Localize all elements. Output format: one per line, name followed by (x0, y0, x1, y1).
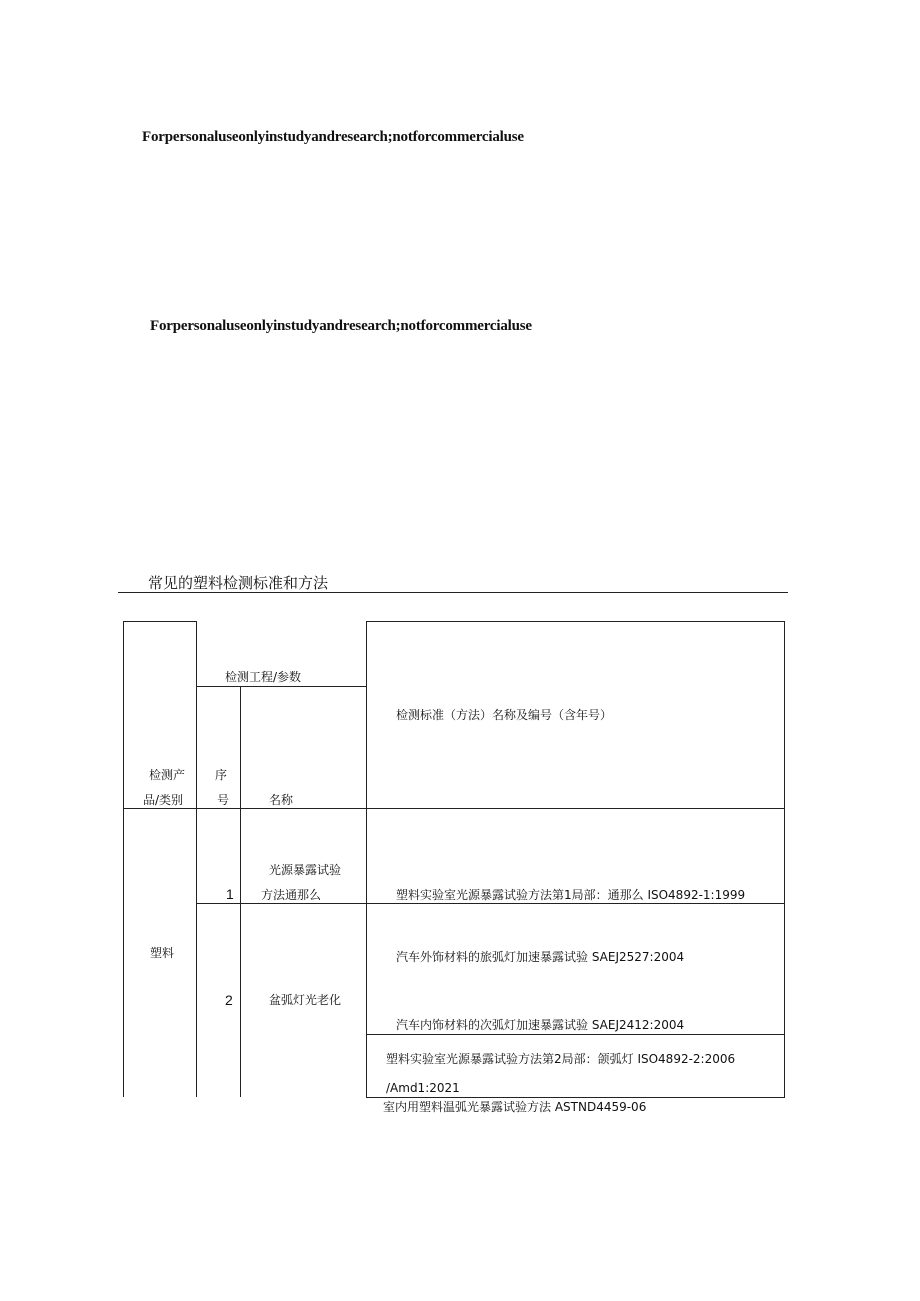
header-product-category-line1: 检测产 (149, 768, 186, 782)
title-underline (118, 592, 788, 593)
row2-name: 盆弧灯光老化 (269, 993, 342, 1007)
item-param-underline (196, 686, 366, 687)
header-product-category-line2: 品/类别 (143, 793, 184, 807)
watermark-line-2: Forpersonaluseonlyinstudyandresearch;notforcommercialuse (150, 318, 532, 334)
row2-standard-4: 室内用塑料温弧光暴露试验方法 ASTND4459-06 (383, 1100, 647, 1114)
row1-name-line1: 光源暴露试验 (269, 863, 342, 877)
table-bottom-border (366, 1097, 785, 1098)
header-item-param: 检测工程/参数 (225, 670, 302, 684)
name-column-divider (366, 621, 367, 1097)
header-standard: 检测标准（方法）名称及编号（含年号） (396, 708, 613, 722)
section-title: 常见的塑料检测标准和方法 (148, 574, 329, 592)
row2-seq: 2 (225, 992, 233, 1008)
watermark-line-1: Forpersonaluseonlyinstudyandresearch;notforcommercialuse (142, 129, 524, 145)
row2-standard-3: 塑料实验室光源暴露试验方法第2局部：颌弧灯 ISO4892-2:2006 (386, 1052, 736, 1066)
table-top-border (123, 621, 196, 622)
row2-sub-border (366, 1034, 785, 1035)
table-top-border-standard (366, 621, 785, 622)
category-cell: 塑料 (150, 946, 175, 960)
header-name: 名称 (269, 793, 294, 807)
row2-standard-3-cont: /Amd1:2021 (386, 1081, 460, 1095)
seq-column-divider (240, 686, 241, 1097)
category-column-divider (196, 621, 197, 1097)
header-bottom-border (123, 808, 785, 809)
table-left-border (123, 621, 124, 1097)
row1-seq: 1 (226, 886, 234, 902)
row2-standard-2: 汽车内饰材料的次弧灯加速暴露试验 SAEJ2412:2004 (396, 1018, 685, 1032)
row1-standard-1: 塑料实验室光源暴露试验方法第1局部：通那么 ISO4892-1:1999 (396, 888, 746, 902)
table-right-border (784, 621, 785, 1098)
header-seq-line2: 号 (217, 793, 230, 807)
row2-standard-1: 汽车外饰材料的旅弧灯加速暴露试验 SAEJ2527:2004 (396, 950, 685, 964)
row1-name-line2: 方法通那么 (261, 888, 322, 902)
header-seq-line1: 序 (215, 768, 228, 782)
row1-bottom-border (196, 903, 785, 904)
